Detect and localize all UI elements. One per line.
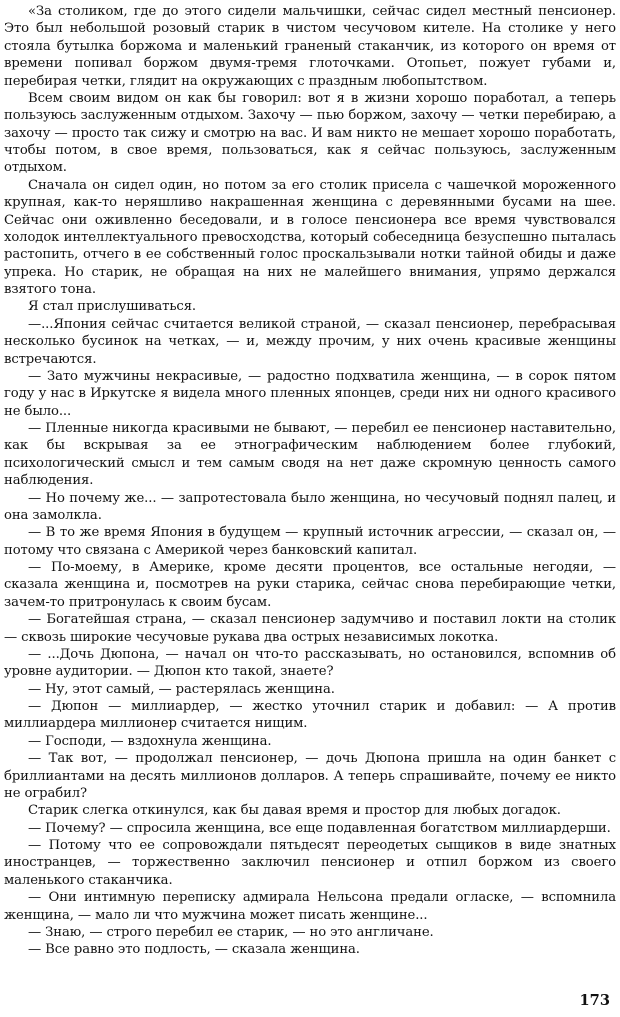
- paragraph-2: Всем своим видом он как бы говорил: вот я в жизни хорошо поработал, а теперь пользуюсь заслуженным отдыхом. Захочу — пью боржом, захочу — четки перебираю, а захочу — просто так сижу и смотрю на вас. И вам никто не мешает хорошо поработать, чтобы потом, в свое время, пользоваться, как я сейчас пользуюсь, заслуженным отдыхом.: [4, 90, 616, 176]
- paragraph-8: — Но почему же... — запротестовала было женщина, но чесучовый поднял палец, и она замолкла.: [4, 490, 616, 523]
- paragraph-16: — Так вот, — продолжал пенсионер, — дочь Дюпона пришла на один банкет с бриллиантами на десять миллионов долларов. А теперь спрашивайте, почему ее никто не ограбил?: [4, 751, 616, 801]
- paragraph-4: Я стал прислушиваться.: [28, 299, 197, 315]
- paragraph-6: — Зато мужчины некрасивые, — радостно подхватила женщина, — в сорок пятом году у нас в Иркутске я видела много пленных японцев, среди них ни одного красивого не было...: [4, 368, 616, 419]
- paragraph-3: Сначала он сидел один, но потом за его столик присела с чашечкой мороженного крупная, как-то неряшливо накрашенная женщина с деревянными бусами на шее. Сейчас они оживленно беседовали, и в голосе пенсионера все время чувствовался холодок интеллектуального превосходства, который собеседница безуспешно пыталась растопить, отчего в ее собственный голос проскальзывали нотки тайной обиды и даже упрека. Но старик, не обращая на них не малейшего внимания, упрямо держался взятого тона.: [4, 177, 616, 297]
- paragraph-15: — Господи, — вздохнула женщина.: [28, 733, 272, 749]
- paragraph-9: — В то же время Япония в будущем — крупный источник агрессии, — сказал он, — потому что связана с Америкой через банковский капитал.: [4, 525, 616, 558]
- paragraph-1: «За столиком, где до этого сидели мальчишки, сейчас сидел местный пенсионер. Это был небольшой розовый старик в чистом чесучовом кителе. На столике у него стояла бутылка боржома и маленький граненый стаканчик, из которого он время от времени попивал боржом двумя-тремя глоточками. Отопьет, пожует губами и, перебирая четки, глядит на окружающих с праздным любопытством.: [4, 4, 616, 89]
- paragraph-5: —...Япония сейчас считается великой страной, — сказал пенсионер, перебрасывая несколько бусинок на четках, — и, между прочим, у них очень красивые женщины встречаются.: [4, 316, 616, 367]
- paragraph-14: — Дюпон — миллиардер, — жестко уточнил старик и добавил: — А против миллиардера миллионер считается нищим.: [4, 699, 616, 732]
- paragraph-17: Старик слегка откинулся, как бы давая время и простор для любых догадок.: [28, 803, 561, 819]
- paragraph-12: — ...Дочь Дюпона, — начал он что-то рассказывать, но остановился, вспомнив об уровне аудитории. — Дюпон кто такой, знаете?: [4, 646, 616, 680]
- paragraph-20: — Они интимную переписку адмирала Нельсона предали огласке, — вспомнила женщина, — мало ли что мужчина может писать женщине...: [4, 890, 616, 923]
- paragraph-7: — Пленные никогда красивыми не бывают, — перебил ее пенсионер наставительно, как бы вскрывая за ее этнографическим наблюдением более глубокий, психологический смысл и тем самым сводя на нет даже скромную ценность самого наблюдения.: [4, 421, 616, 489]
- paragraph-21: — Знаю, — строго перебил ее старик, — но это англичане.: [28, 924, 434, 940]
- paragraph-11: — Богатейшая страна, — сказал пенсионер задумчиво и поставил локти на столик — сквозь широкие чесучовые рукава два острых независимых локотка.: [4, 612, 616, 645]
- paragraph-13: — Ну, этот самый, — растерялась женщина.: [28, 681, 335, 697]
- paragraph-10: — По-моему, в Америке, кроме десяти процентов, все остальные негодяи, — сказала женщина и, посмотрев на руки старика, сейчас снова перебирающие четки, зачем-то притронулась к своим бусам.: [4, 560, 616, 610]
- paragraph-18: — Почему? — спросила женщина, все еще подавленная богатством миллиардерши.: [28, 820, 611, 836]
- paragraph-22: — Все равно это подлость, — сказала женщина.: [28, 942, 360, 958]
- body-text: [4, 3, 616, 959]
- paragraph-19: — Потому что ее сопровождали пятьдесят переодетых сыщиков в виде знатных иностранцев, — торжественно заключил пенсионер и отпил боржом из своего маленького стаканчика.: [4, 838, 616, 888]
- page-number: 173: [579, 992, 610, 1009]
